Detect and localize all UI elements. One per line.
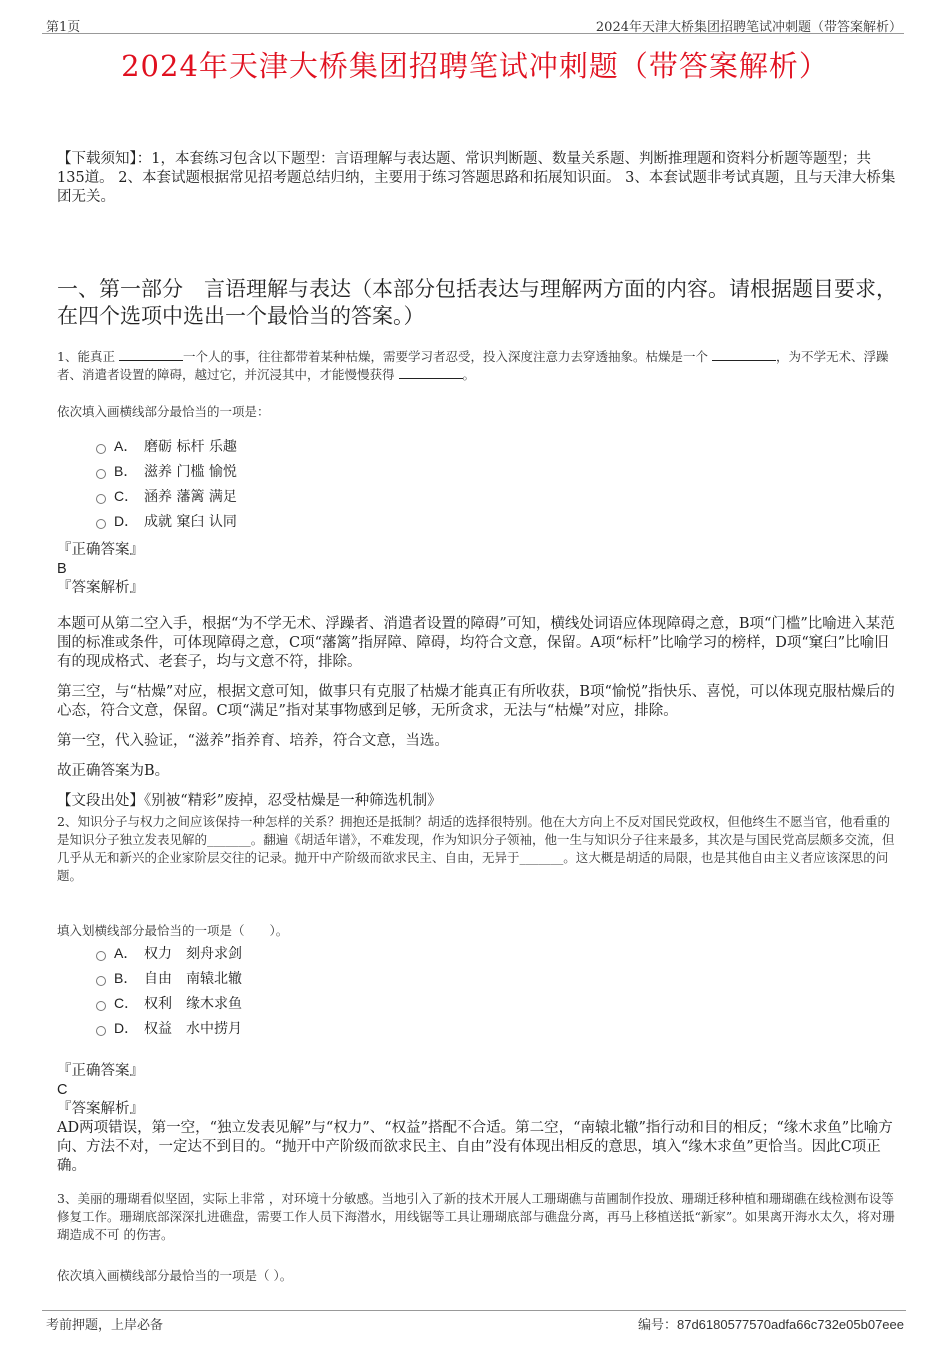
download-notice: 【下载须知】：1，本套练习包含以下题型：言语理解与表达题、常识判断题、数量关系题、判断推理题和资料分析题等题型；共135道。 2、本套试题根据常见招考题总结归纳，主要用于练习答题思路和拓展知识面。 3、本套试题非考试真题，且与天津大桥集团无关。 (57, 151, 896, 205)
question-1-prompt: 依次填入画横线部分最恰当的一项是： (57, 404, 270, 419)
answer-blank (399, 368, 463, 379)
option-b[interactable]: B． 自由 南辕北辙 (96, 965, 242, 990)
page-header (42, 13, 904, 33)
radio-icon[interactable] (96, 469, 106, 479)
radio-icon[interactable] (96, 1026, 106, 1036)
question-1-stem: 1、能真正 一个人的事，往往都带着某种枯燥，需要学习者忍受，投入深度注意力去穿透抽象。枯燥是一个 ，为不学无术、浮躁者、消遣者设置的障碍，越过它，并沉浸其中，才能慢慢获得 。 (57, 349, 889, 382)
answer-blank (712, 350, 776, 361)
radio-icon[interactable] (96, 951, 106, 961)
analysis-paragraph: 本题可从第二空入手，根据“为不学无术、浮躁者、消遣者设置的障碍”可知，横线处词语应体现障碍之意，B项“门槛”比喻进入某范围的标准或条件，可体现障碍之意，C项“藩篱”指屏障、障碍，均符合文意，保留。A项“标杆”比喻学习的榜样，D项“窠臼”比喻旧有的现成格式、老套子，均与文意不符，排除。 (57, 616, 895, 670)
answer-label: 『正确答案』 (57, 542, 144, 558)
option-c[interactable]: C． 涵养 藩篱 满足 (96, 483, 237, 508)
footer-slogan: 考前押题，上岸必备 (46, 1318, 164, 1333)
radio-icon[interactable] (96, 1001, 106, 1011)
question-3-stem: 3、美丽的珊瑚看似坚固，实际上非常 ，对环境十分敏感。当地引入了新的技术开展人工珊瑚礁与苗圃制作投放、珊瑚迁移种植和珊瑚礁在线检测布设等修复工作。珊瑚底部深深扎进礁盘，需要工作人员下海潜水，用线锯等工具让珊瑚底部与礁盘分离，再马上移植送抵“新家”。如果离开海水太久，将对珊瑚造成不可 的伤害。 (57, 1191, 895, 1242)
analysis-label: 『答案解析』 (57, 580, 144, 596)
analysis-paragraph: 第三空，与“枯燥”对应，根据文意可知，做事只有克服了枯燥才能真正有所收获，B项“愉悦”指快乐、喜悦，可以体现克服枯燥后的心态，符合文意，保留。C项“满足”指对某事物感到足够，无所贪求，无法与“枯燥”对应，排除。 (57, 684, 895, 719)
page-footer (42, 1310, 906, 1340)
radio-icon[interactable] (96, 976, 106, 986)
option-c[interactable]: C． 权利 缘木求鱼 (96, 990, 242, 1015)
radio-icon[interactable] (96, 494, 106, 504)
question-2-prompt: 填入划横线部分最恰当的一项是（ ）。 (57, 923, 289, 938)
section-heading: 一、第一部分 言语理解与表达（本部分包括表达与理解两方面的内容。请根据题目要求，在四个选项中选出一个最恰当的答案。） (57, 277, 897, 328)
question-3-prompt: 依次填入画横线部分最恰当的一项是（ ）。 (57, 1268, 293, 1283)
option-b[interactable]: B． 滋养 门槛 愉悦 (96, 458, 237, 483)
document-code: 编号：87d6180577570adfa66c732e05b07eee (637, 1317, 904, 1333)
question-1-options (96, 433, 237, 533)
option-a[interactable]: A． 磨砺 标杆 乐趣 (96, 433, 237, 458)
answer-value: C (57, 1082, 68, 1098)
question-1-answer (57, 541, 897, 598)
option-d[interactable]: D． 成就 窠臼 认同 (96, 508, 237, 533)
analysis-label: 『答案解析』 (57, 1101, 144, 1117)
radio-icon[interactable] (96, 444, 106, 454)
document-title: 2024年天津大桥集团招聘笔试冲刺题（带答案解析） (121, 49, 829, 83)
header-divider (42, 33, 904, 34)
analysis-paragraph: AD两项错误，第一空，“独立发表见解”与“权力”、“权益”搭配不合适。第二空，“南辕北辙”指行动和目的相反；“缘木求鱼”比喻方向、方法不对，一定达不到目的。“抛开中产阶级而欲求民主、自由”没有体现出相反的意思，填入“缘木求鱼”更恰当。因此C项正确。 (57, 1120, 893, 1174)
page-number: 第1页 (46, 20, 81, 35)
answer-value: B (57, 561, 67, 577)
question-2-answer (57, 1062, 897, 1176)
analysis-paragraph: 故正确答案为B。 (57, 763, 170, 779)
question-1-analysis (57, 615, 897, 811)
header-doc-title: 2024年天津大桥集团招聘笔试冲刺题（带答案解析） (595, 20, 902, 35)
option-a[interactable]: A． 权力 刻舟求剑 (96, 940, 242, 965)
question-2-stem: 2、知识分子与权力之间应该保持一种怎样的关系？拥抱还是抵制？胡适的选择很特别。他在大方向上不反对国民党政权，但他终生不愿当官，他看重的是知识分子独立发表见解的_______。翻遍《胡适年谱》，不难发现，作为知识分子领袖，他一生与知识分子往来最多，其次是与国民党高层颇多交流，但几乎从无和新兴的企业家阶层交往的记录。抛开中产阶级而欲求民主、自由，无异于_______。这大概是胡适的局限，也是其他自由主义者应该深思的问题。 (57, 814, 895, 883)
source-citation: 【文段出处】《别被“精彩”废掉，忍受枯燥是一种筛选机制》 (57, 793, 442, 809)
answer-blank (119, 350, 183, 361)
radio-icon[interactable] (96, 519, 106, 529)
question-2-options (96, 940, 242, 1040)
answer-label: 『正确答案』 (57, 1063, 144, 1079)
option-d[interactable]: D． 权益 水中捞月 (96, 1015, 242, 1040)
footer-divider (42, 1310, 906, 1311)
analysis-paragraph: 第一空，代入验证，“滋养”指养育、培养，符合文意，当选。 (57, 733, 449, 749)
